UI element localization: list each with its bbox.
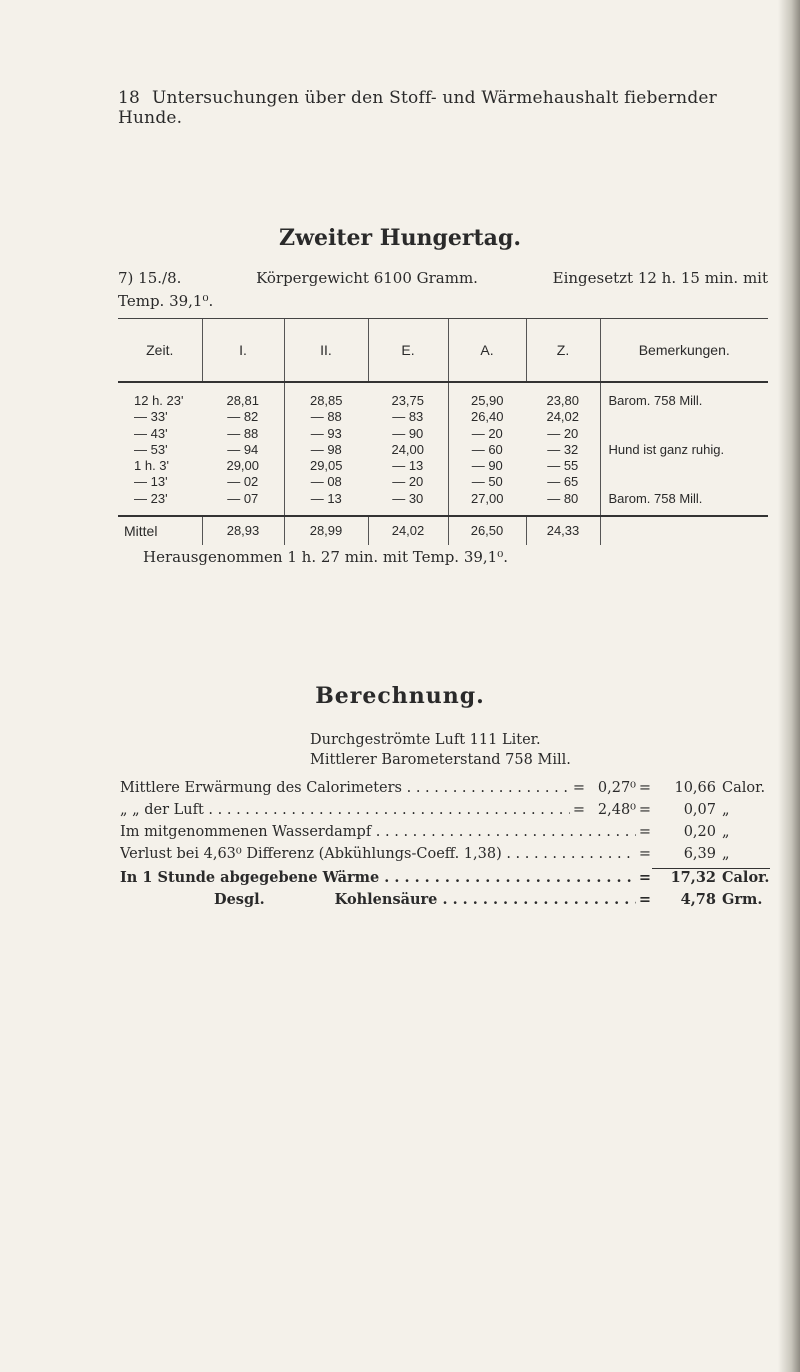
mean-cell: 26,50: [448, 516, 526, 545]
table-cell: — 13': [134, 474, 168, 490]
calc-row: [120, 802, 770, 824]
mean-label: Mittel: [118, 516, 202, 545]
table-cell: [600, 458, 768, 474]
equals-sign: =: [638, 780, 652, 796]
column-header: A.: [448, 319, 526, 383]
table-cell: — 08: [284, 474, 368, 490]
calc-unit: Calor.: [722, 869, 770, 886]
calc-value-temp: 0,27⁰: [597, 780, 636, 796]
table-cell: 25,90: [448, 382, 526, 409]
body-weight: Körpergewicht 6100 Gramm.: [256, 269, 478, 287]
calc-label: Im mitgenommenen Wasserdampf . . .: [120, 824, 636, 840]
table-row: [118, 409, 768, 425]
mean-cell: 24,33: [526, 516, 600, 545]
column-header: Zeit.: [118, 319, 202, 383]
table-cell: — 02: [227, 474, 259, 490]
section-title: Zweiter Hungertag.: [279, 225, 521, 251]
mean-cell: 28,99: [284, 516, 368, 545]
table-row: [118, 458, 768, 474]
table-cell: — 93: [284, 426, 368, 442]
table-cell: 23,80: [546, 393, 580, 408]
table-cell: 23,75: [391, 393, 425, 408]
experiment-intro: [118, 267, 768, 313]
table-cell: 29,05: [284, 458, 368, 474]
table-cell: — 90: [392, 425, 424, 441]
mean-row: [118, 516, 768, 545]
table-cell: — 82: [227, 409, 259, 425]
column-header: E.: [368, 319, 448, 383]
calc-value: 0,07: [683, 802, 716, 818]
table-cell: — 32: [547, 441, 579, 457]
table-cell: — 30: [392, 490, 424, 506]
table-cell: 29,00: [226, 458, 260, 474]
table-cell: — 65: [547, 474, 579, 490]
table-cell: — 55: [547, 458, 579, 474]
equals-sign: =: [572, 802, 586, 818]
table-cell: — 80: [547, 490, 579, 506]
equals-sign: =: [638, 869, 652, 886]
table-cell: Hund ist ganz ruhig.: [600, 442, 768, 458]
table-cell: — 20: [448, 426, 526, 442]
calculation-block: [120, 780, 770, 913]
calc-unit: „: [722, 846, 730, 862]
table-row: [118, 474, 768, 490]
calc-unit: „: [722, 824, 730, 840]
table-cell: 26,40: [448, 409, 526, 425]
table-cell: 24,00: [391, 441, 425, 457]
table-row: [118, 382, 768, 409]
table-header-row: [118, 319, 768, 383]
calc-total-value: 17,32: [670, 869, 716, 886]
mean-cell: [600, 516, 768, 545]
table-cell: — 98: [284, 442, 368, 458]
calc-total-label: In 1 Stunde abgegebene Wärme . . .: [120, 869, 636, 886]
page-number: 18: [118, 88, 141, 108]
equals-sign: =: [572, 780, 586, 796]
table-cell: — 13: [284, 491, 368, 516]
calc-value-temp: 2,48⁰: [597, 802, 636, 818]
calc-label: „ „ der Luft . . .: [120, 802, 570, 818]
running-header: [118, 88, 768, 128]
table-cell: [600, 409, 768, 425]
calc-co2-prefix: Desgl.: [214, 891, 265, 908]
equals-sign: =: [638, 891, 652, 908]
table-row: [118, 426, 768, 442]
table-cell: 1 h. 3': [134, 458, 170, 474]
table-cell: 28,85: [284, 382, 368, 409]
calc-co2-label: [120, 891, 636, 908]
table-row: [118, 491, 768, 516]
experiment-number-date: 7) 15./8.: [118, 269, 182, 287]
table-cell: Barom. 758 Mill.: [600, 382, 768, 409]
table-cell: 12 h. 23': [134, 393, 184, 408]
mean-cell: 28,93: [202, 516, 284, 545]
equals-sign: =: [638, 802, 652, 818]
start-temperature: Temp. 39,1⁰.: [118, 292, 214, 310]
start-time: Eingesetzt 12 h. 15 min. mit: [552, 269, 768, 287]
table-cell: — 90: [448, 458, 526, 474]
calc-row: [120, 780, 770, 802]
table-cell: — 53': [134, 441, 168, 457]
calc-row: [120, 824, 770, 846]
calc-value: 0,20: [683, 824, 716, 840]
table-cell: — 94: [227, 441, 259, 457]
calc-unit: Grm.: [722, 891, 763, 908]
calc-unit: „: [722, 802, 730, 818]
barometer-mean: Mittlerer Barometerstand 758 Mill.: [310, 752, 571, 768]
table-cell: [600, 474, 768, 490]
measurement-table: [118, 318, 768, 545]
removal-note: Herausgenommen 1 h. 27 min. mit Temp. 39,1⁰.: [143, 548, 509, 566]
calc-row: [120, 846, 770, 868]
table-cell: [600, 426, 768, 442]
calculation-info: [310, 730, 571, 770]
calc-co2-value: 4,78: [680, 891, 716, 908]
calc-co2-row: [120, 891, 770, 913]
table-cell: 27,00: [448, 491, 526, 516]
table-cell: — 60: [448, 442, 526, 458]
column-header: Z.: [526, 319, 600, 383]
column-header: I.: [202, 319, 284, 383]
table-cell: 24,02: [546, 409, 580, 425]
table-cell: — 33': [134, 409, 168, 425]
table-cell: 28,81: [226, 393, 260, 408]
column-header: II.: [284, 319, 368, 383]
calc-value: 6,39: [683, 846, 716, 862]
table-cell: — 83: [392, 409, 424, 425]
table-cell: — 43': [134, 425, 168, 441]
table-cell: — 07: [227, 490, 259, 506]
table-cell: — 23': [134, 490, 168, 506]
table-cell: — 50: [448, 474, 526, 490]
calc-label: Mittlere Erwärmung des Calorimeters . . .: [120, 780, 570, 796]
calc-total-row: [120, 869, 770, 891]
table-cell: — 13: [392, 458, 424, 474]
table-row: [118, 442, 768, 458]
calc-unit: Calor.: [722, 780, 766, 796]
table-cell: Barom. 758 Mill.: [600, 491, 768, 516]
table-cell: — 20: [547, 425, 579, 441]
calc-value: 10,66: [674, 780, 716, 796]
calc-co2-name: Kohlensäure: [334, 891, 438, 908]
running-title: Untersuchungen über den Stoff- und Wärmehaushalt fiebernder Hunde.: [118, 88, 717, 128]
equals-sign: =: [638, 846, 652, 862]
table-cell: — 88: [284, 409, 368, 425]
airflow-volume: Durchgeströmte Luft 111 Liter.: [310, 732, 541, 748]
equals-sign: =: [638, 824, 652, 840]
calculation-title: Berechnung.: [315, 683, 485, 709]
calc-label: Verlust bei 4,63⁰ Differenz (Abkühlungs-Coeff. 1,38) . . .: [120, 846, 636, 862]
table-cell: — 88: [227, 425, 259, 441]
table-cell: — 20: [392, 474, 424, 490]
mean-cell: 24,02: [368, 516, 448, 545]
column-header: Bemerkungen.: [600, 319, 768, 383]
